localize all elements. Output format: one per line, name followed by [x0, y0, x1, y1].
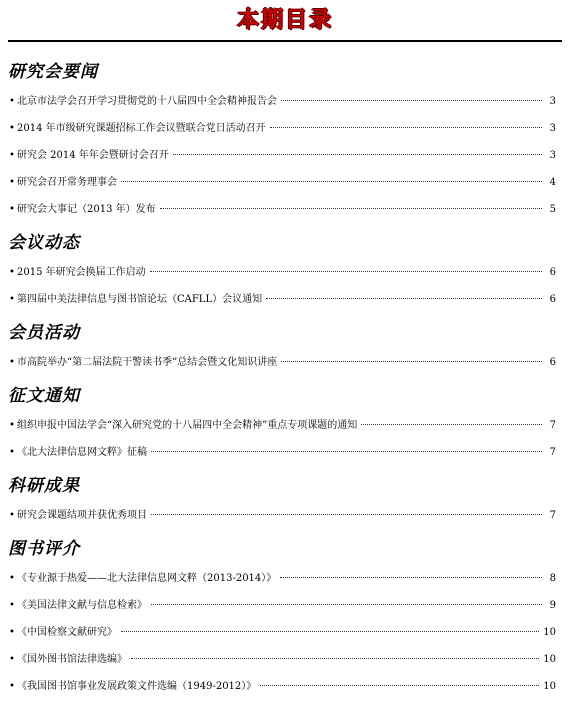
- bullet-icon: •: [9, 627, 15, 638]
- entry-title: 组织申报中国法学会“深入研究党的十八届四中全会精神”重点专项课题的通知: [17, 420, 358, 431]
- bullet-icon: •: [9, 447, 15, 458]
- entry-title: 研究会大事记（2013 年）发布: [17, 204, 156, 215]
- page-number: 3: [549, 150, 556, 161]
- bullet-icon: •: [9, 267, 15, 278]
- toc-entry[interactable]: [9, 619, 556, 646]
- dot-leader: [281, 99, 542, 101]
- dot-leader: [121, 180, 542, 182]
- entry-title: 研究会召开常务理事会: [17, 177, 117, 188]
- entry-title: 2015 年研究会换届工作启动: [17, 267, 146, 278]
- dot-leader: [150, 270, 542, 272]
- bullet-icon: •: [9, 357, 15, 368]
- dot-leader: [260, 684, 539, 686]
- entry-title: 《中国检察文献研究》: [17, 627, 117, 638]
- dot-leader: [131, 657, 539, 659]
- toc-entry[interactable]: [9, 286, 556, 313]
- toc-entry[interactable]: [9, 565, 556, 592]
- toc-entry[interactable]: [9, 412, 556, 439]
- page-number: 6: [549, 357, 556, 368]
- bullet-icon: •: [9, 573, 15, 584]
- dot-leader: [270, 126, 542, 128]
- toc-entry[interactable]: [9, 502, 556, 529]
- section-heading: 征文通知: [8, 386, 80, 406]
- dot-leader: [266, 297, 542, 299]
- page-number: 6: [549, 267, 556, 278]
- toc-entry[interactable]: [9, 349, 556, 376]
- bullet-icon: •: [9, 294, 15, 305]
- page-number: 10: [543, 627, 556, 638]
- toc-section: [0, 56, 570, 223]
- section-heading: 会员活动: [8, 323, 80, 343]
- bullet-icon: •: [9, 600, 15, 611]
- toc-entry[interactable]: [9, 646, 556, 673]
- dot-leader: [151, 603, 542, 605]
- table-of-contents: [0, 56, 570, 704]
- page-number: 9: [549, 600, 556, 611]
- toc-section: [0, 380, 570, 466]
- section-heading: 科研成果: [8, 476, 80, 496]
- bullet-icon: •: [9, 654, 15, 665]
- page-number: 5: [549, 204, 556, 215]
- toc-entry[interactable]: [9, 88, 556, 115]
- entry-title: 研究会课题结项并获优秀项目: [17, 510, 147, 521]
- entry-title: 北京市法学会召开学习贯彻党的十八届四中全会精神报告会: [17, 96, 277, 107]
- page-number: 3: [549, 123, 556, 134]
- toc-section: [0, 470, 570, 529]
- bullet-icon: •: [9, 420, 15, 431]
- toc-entry[interactable]: [9, 142, 556, 169]
- toc-section: [0, 533, 570, 700]
- entry-title: 2014 年市级研究课题招标工作会议暨联合党日活动召开: [17, 123, 266, 134]
- entry-title: 《专业源于热爱——北大法律信息网文粹（2013-2014）》: [17, 573, 277, 584]
- dot-leader: [151, 513, 542, 515]
- toc-section: [0, 227, 570, 313]
- entry-title: 《我国图书馆事业发展政策文件选编（1949-2012）》: [17, 681, 257, 692]
- toc-entry[interactable]: [9, 592, 556, 619]
- bullet-icon: •: [9, 123, 15, 134]
- page-number: 10: [543, 654, 556, 665]
- page-number: 4: [549, 177, 556, 188]
- section-heading: 研究会要闻: [8, 62, 98, 82]
- bullet-icon: •: [9, 96, 15, 107]
- toc-entry[interactable]: [9, 115, 556, 142]
- dot-leader: [151, 450, 542, 452]
- dot-leader: [281, 360, 542, 362]
- dot-leader: [361, 423, 542, 425]
- page-number: 8: [549, 573, 556, 584]
- bullet-icon: •: [9, 150, 15, 161]
- page-number: 7: [549, 510, 556, 521]
- entry-title: 市高院举办“第二届法院干警读书季”总结会暨文化知识讲座: [17, 357, 278, 368]
- page-title: 本期目录: [236, 7, 333, 33]
- entry-title: 《国外图书馆法律选编》: [17, 654, 127, 665]
- dot-leader: [280, 576, 542, 578]
- page-number: 10: [543, 681, 556, 692]
- bullet-icon: •: [9, 510, 15, 521]
- toc-entry[interactable]: [9, 673, 556, 700]
- dot-leader: [173, 153, 542, 155]
- entry-title: 《北大法律信息网文粹》征稿: [17, 447, 147, 458]
- section-heading: 图书评介: [8, 539, 80, 559]
- page-number: 3: [549, 96, 556, 107]
- toc-entry[interactable]: [9, 259, 556, 286]
- bullet-icon: •: [9, 177, 15, 188]
- dot-leader: [160, 207, 542, 209]
- page-number: 6: [549, 294, 556, 305]
- dot-leader: [121, 630, 539, 632]
- entry-title: 《美国法律文献与信息检索》: [17, 600, 147, 611]
- entry-title: 第四届中美法律信息与图书馆论坛（CAFLL）会议通知: [17, 294, 263, 305]
- title-divider: [8, 40, 562, 42]
- page-number: 7: [549, 420, 556, 431]
- toc-entry[interactable]: [9, 196, 556, 223]
- toc-entry[interactable]: [9, 439, 556, 466]
- bullet-icon: •: [9, 204, 15, 215]
- entry-title: 研究会 2014 年年会暨研讨会召开: [17, 150, 169, 161]
- page-number: 7: [549, 447, 556, 458]
- toc-entry[interactable]: [9, 169, 556, 196]
- bullet-icon: •: [9, 681, 15, 692]
- section-heading: 会议动态: [8, 233, 80, 253]
- toc-section: [0, 317, 570, 376]
